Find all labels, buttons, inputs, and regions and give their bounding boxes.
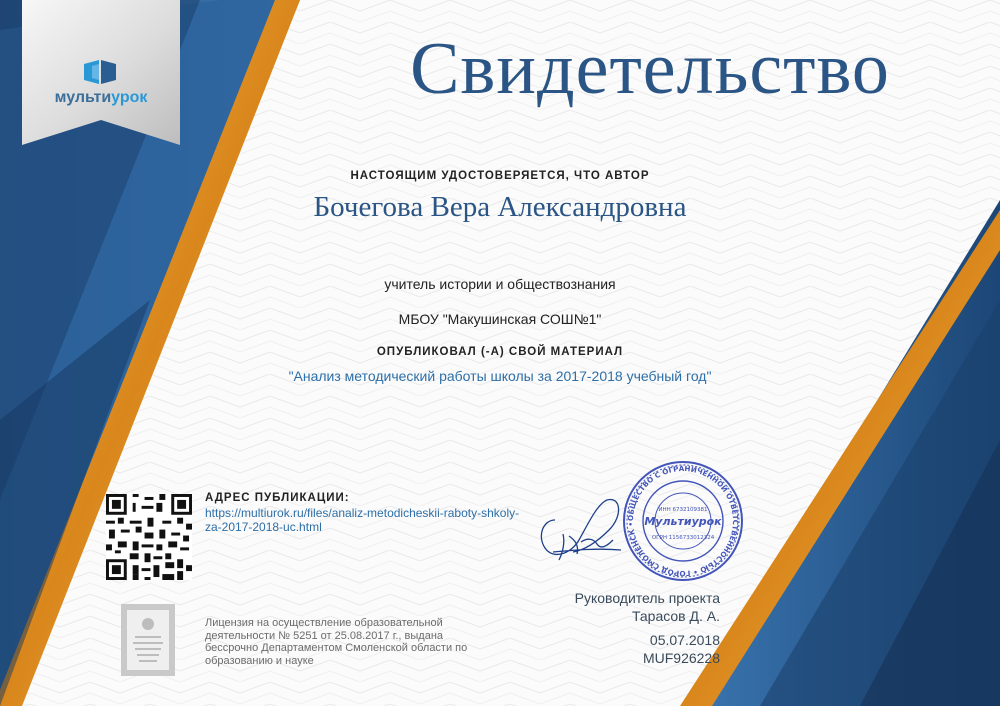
publication-url-link[interactable]: https://multiurok.ru/files/analiz-metodicheskii-raboty-shkoly-za-2017-2018-uc.html — [205, 506, 520, 534]
logo-accent-text: урок — [111, 89, 148, 106]
issue-date: 05.07.2018 — [649, 632, 720, 648]
publication-address-label: АДРЕС ПУБЛИКАЦИИ: — [205, 492, 350, 504]
author-name: Бочегова Вера Александровна — [313, 191, 687, 223]
brand-logo — [40, 89, 162, 107]
license-text: Лицензия на осуществление образовательной деятельности № 5251 от 25.08.2017 г., выдана бессрочно Департаментом Смоленской области по образованию и науке — [205, 617, 468, 667]
open-book-icon — [82, 58, 118, 86]
company-stamp — [621, 459, 745, 583]
signature — [535, 490, 625, 568]
certificate-code: MUF926228 — [642, 650, 720, 666]
signatory-role: Руководитель проекта — [574, 590, 720, 606]
logo-main-text: мульти — [54, 89, 112, 106]
school-name: МБОУ "Макушинская СОШ№1" — [398, 311, 602, 327]
author-position: учитель истории и обществознания — [384, 276, 616, 292]
signatory-name: Тарасов Д. А. — [631, 608, 720, 624]
license-document-icon — [121, 604, 175, 676]
stamp-outer-text: ОБЩЕСТВО С ОГРАНИЧЕННОЙ ОТВЕТСТВЕННОСТЬЮ • ГОРОД СМОЛЕНСК • — [625, 463, 741, 579]
intro-text: НАСТОЯЩИМ УДОСТОВЕРЯЕТСЯ, ЧТО АВТОР — [350, 170, 650, 182]
qr-code-icon — [106, 494, 192, 580]
stamp-center-text: Мультиурок — [644, 515, 722, 528]
certificate-title: Свидетельство — [410, 28, 890, 110]
material-title: "Анализ методический работы школы за 2017-2018 учебный год" — [288, 368, 712, 384]
published-label: ОПУБЛИКОВАЛ (-А) СВОЙ МАТЕРИАЛ — [376, 346, 624, 358]
stamp-inn: ИНН 6732109381 — [658, 507, 708, 513]
stamp-ogrn: ОГРН 1156733012324 — [651, 535, 715, 541]
